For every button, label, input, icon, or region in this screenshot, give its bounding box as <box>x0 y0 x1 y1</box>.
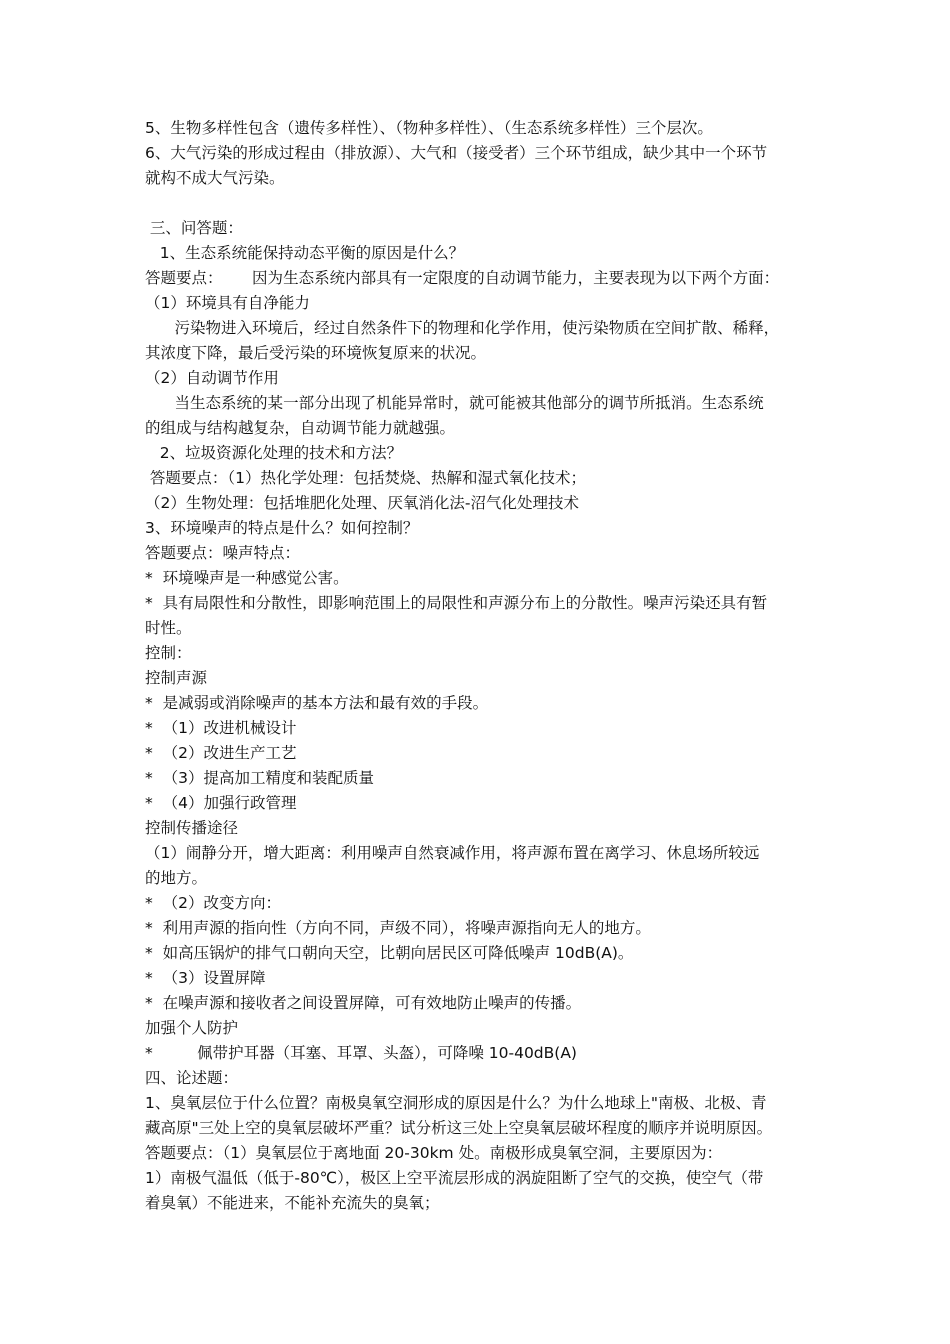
bullet-line: * 利用声源的指向性（方向不同，声级不同），将噪声源指向无人的地方。 <box>145 919 651 937</box>
text-line: 着臭氧）不能进来，不能补充流失的臭氧； <box>145 1194 440 1212</box>
text-line: 就构不成大气污染。 <box>145 169 285 187</box>
bullet-line: * 是减弱或消除噪声的基本方法和最有效的手段。 <box>145 694 489 712</box>
section-heading: 三、问答题： <box>145 219 243 237</box>
bullet-line: * 在噪声源和接收者之间设置屏障，可有效地防止噪声的传播。 <box>145 994 582 1012</box>
bullet-line: * （3）设置屏障 <box>145 969 266 987</box>
bullet-line: * （4）加强行政管理 <box>145 794 297 812</box>
bullet-line: * （2）改变方向： <box>145 894 281 912</box>
bullet-line: * 环境噪声是一种感觉公害。 <box>145 569 349 587</box>
text-line: （1）闹静分开，增大距离：利用噪声自然衰减作用，将声源布置在离学习、休息场所较远 <box>145 844 760 862</box>
text-line: 污染物进入环境后，经过自然条件下的物理和化学作用，使污染物质在空间扩散、稀释， <box>145 319 780 337</box>
text-line: 其浓度下降，最后受污染的环境恢复原来的状况。 <box>145 344 487 362</box>
text-line: 6、大气污染的形成过程由（排放源）、大气和（接受者）三个环节组成，缺少其中一个环节 <box>145 144 768 162</box>
text-line: 的地方。 <box>145 869 208 887</box>
text-line: 控制声源 <box>145 669 208 687</box>
bullet-line: * （1）改进机械设计 <box>145 719 297 737</box>
text-line: 藏高原"三处上空的臭氧层破坏严重？试分析这三处上空臭氧层破坏程度的顺序并说明原因。 <box>145 1119 773 1137</box>
text-line: （2）自动调节作用 <box>145 369 279 387</box>
bullet-line: * （3）提高加工精度和装配质量 <box>145 769 374 787</box>
text-line: 加强个人防护 <box>145 1019 239 1037</box>
bullet-line: * 具有局限性和分散性，即影响范围上的局限性和声源分布上的分散性。噪声污染还具有暂 <box>145 594 768 612</box>
text-line: 5、生物多样性包含（遗传多样性）、（物种多样性）、（生态系统多样性）三个层次。 <box>145 119 713 137</box>
bullet-line: * 如高压锅炉的排气口朝向天空，比朝向居民区可降低噪声 10dB(A)。 <box>145 944 634 962</box>
section-heading: 四、论述题： <box>145 1069 239 1087</box>
text-line: 答题要点：噪声特点： <box>145 544 301 562</box>
text-line: 控制： <box>145 644 192 662</box>
text-line: （2）生物处理：包括堆肥化处理、厌氧消化法-沼气化处理技术 <box>145 494 579 512</box>
text-line: 的组成与结构越复杂，自动调节能力就越强。 <box>145 419 456 437</box>
text-line: 控制传播途径 <box>145 819 239 837</box>
text-line: 时性。 <box>145 619 192 637</box>
text-line: 1）南极气温低（低于-80℃），极区上空平流层形成的涡旋阻断了空气的交换，使空气（带 <box>145 1169 764 1187</box>
text-line: 答题要点：（1）热化学处理：包括焚烧、热解和湿式氧化技术； <box>145 469 587 487</box>
question-title: 2、垃圾资源化处理的技术和方法？ <box>145 444 403 462</box>
text-line: （1）环境具有自净能力 <box>145 294 310 312</box>
question-title: 3、环境噪声的特点是什么？如何控制？ <box>145 519 419 537</box>
text-line: 答题要点：（1）臭氧层位于离地面 20-30km 处。南极形成臭氧空洞，主要原因为： <box>145 1144 723 1162</box>
text-line: 1、臭氧层位于什么位置？南极臭氧空洞形成的原因是什么？为什么地球上"南极、北极、青 <box>145 1094 767 1112</box>
text-line: 答题要点： 因为生态系统内部具有一定限度的自动调节能力，主要表现为以下两个方面： <box>145 269 780 287</box>
bullet-line: * 佩带护耳器（耳塞、耳罩、头盔），可降噪 10-40dB(A) <box>145 1044 577 1062</box>
bullet-line: * （2）改进生产工艺 <box>145 744 297 762</box>
text-line: 当生态系统的某一部分出现了机能异常时，就可能被其他部分的调节所抵消。生态系统 <box>145 394 764 412</box>
question-title: 1、生态系统能保持动态平衡的原因是什么？ <box>145 244 465 262</box>
